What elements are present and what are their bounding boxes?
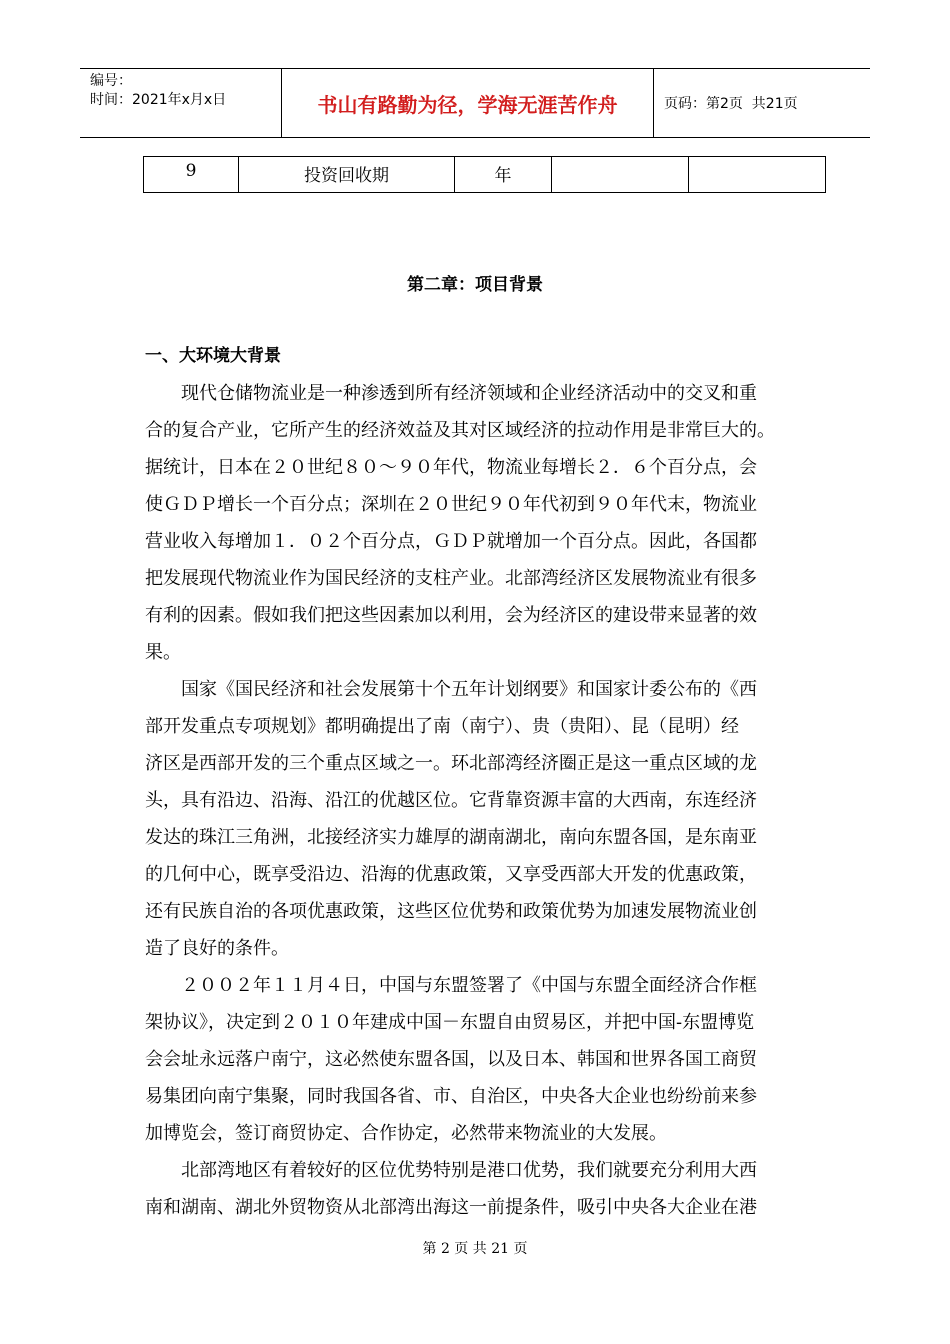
- paragraph: [145, 375, 825, 671]
- table-cell-index: 9: [144, 157, 239, 193]
- table-cell-item: 投资回收期: [239, 157, 455, 193]
- table-cell-value: [552, 157, 689, 193]
- text-line: 南和湖南、湖北外贸物资从北部湾出海这一前提条件，吸引中央各大企业在港: [145, 1197, 757, 1218]
- table-cell-note: [689, 157, 826, 193]
- section-title: 一、大环境大背景: [145, 346, 281, 366]
- text-line: 头，具有沿边、沿海、沿江的优越区位。它背靠资源丰富的大西南，东连经济: [145, 790, 757, 811]
- text-line: 北部湾地区有着较好的区位优势特别是港口优势，我们就要充分利用大西: [181, 1160, 757, 1181]
- date-label: 时间：2021年x月x日: [90, 92, 227, 108]
- text-line: 加博览会，签订商贸协定、合作协定，必然带来物流业的大发展。: [145, 1123, 667, 1144]
- text-line: 发达的珠江三角洲，北接经济实力雄厚的湖南湖北，南向东盟各国，是东南亚: [145, 827, 757, 848]
- text-line: 部开发重点专项规划》都明确提出了南（南宁）、贵（贵阳）、昆（昆明）经: [145, 716, 739, 737]
- text-line: 把发展现代物流业作为国民经济的支柱产业。北部湾经济区发展物流业有很多: [145, 568, 757, 589]
- code-label: 编号：: [90, 73, 132, 89]
- text-line: 营业收入每增加１．０２个百分点，ＧＤＰ就增加一个百分点。因此，各国都: [145, 531, 757, 552]
- text-line: 造了良好的条件。: [145, 938, 289, 959]
- text-line: 国家《国民经济和社会发展第十个五年计划纲要》和国家计委公布的《西: [181, 679, 757, 700]
- paragraph: [145, 1152, 825, 1226]
- page-indicator: [654, 69, 870, 137]
- text-line: 易集团向南宁集聚，同时我国各省、市、自治区，中央各大企业也纷纷前来参: [145, 1086, 757, 1107]
- paragraph: [145, 671, 825, 967]
- header-info: [80, 69, 282, 137]
- text-line: 的几何中心，既享受沿边、沿海的优惠政策，又享受西部大开发的优惠政策，: [145, 864, 757, 885]
- text-line: 现代仓储物流业是一种渗透到所有经济领域和企业经济活动中的交叉和重: [181, 383, 757, 404]
- text-line: ２００２年１１月４日，中国与东盟签署了《中国与东盟全面经济合作框: [181, 975, 757, 996]
- text-line: 架协议》，决定到２０１０年建成中国－东盟自由贸易区，并把中国-东盟博览: [145, 1012, 755, 1033]
- text-line: 会会址永远落户南宁，这必然使东盟各国，以及日本、韩国和世界各国工商贸: [145, 1049, 757, 1070]
- text-line: 济区是西部开发的三个重点区域之一。环北部湾经济圈正是这一重点区域的龙: [145, 753, 757, 774]
- text-line: 使ＧＤＰ增长一个百分点；深圳在２０世纪９０年代初到９０年代末，物流业: [145, 494, 757, 515]
- table-row: [144, 157, 826, 193]
- page-footer: [0, 1238, 950, 1258]
- page-label: 页码：第2页 共21页: [664, 96, 798, 112]
- chapter-title: 第二章：项目背景: [407, 275, 543, 295]
- text-line: 还有民族自治的各项优惠政策，这些区位优势和政策优势为加速发展物流业创: [145, 901, 757, 922]
- text-line: 有利的因素。假如我们把这些因素加以利用，会为经济区的建设带来显著的效: [145, 605, 757, 626]
- summary-table: [143, 156, 826, 193]
- text-line: 果。: [145, 642, 181, 663]
- text-line: 据统计，日本在２０世纪８０～９０年代，物流业每增长２．６个百分点，会: [145, 457, 757, 478]
- body-text: [145, 375, 825, 1226]
- page-header: [80, 68, 870, 138]
- table-cell-unit: 年: [455, 157, 552, 193]
- paragraph: [145, 967, 825, 1152]
- motto: 书山有路勤为径，学海无涯苦作舟: [282, 69, 654, 137]
- text-line: 合的复合产业，它所产生的经济效益及其对区域经济的拉动作用是非常巨大的。: [145, 420, 775, 441]
- footer-page-number: 第 2 页 共 21 页: [422, 1241, 528, 1257]
